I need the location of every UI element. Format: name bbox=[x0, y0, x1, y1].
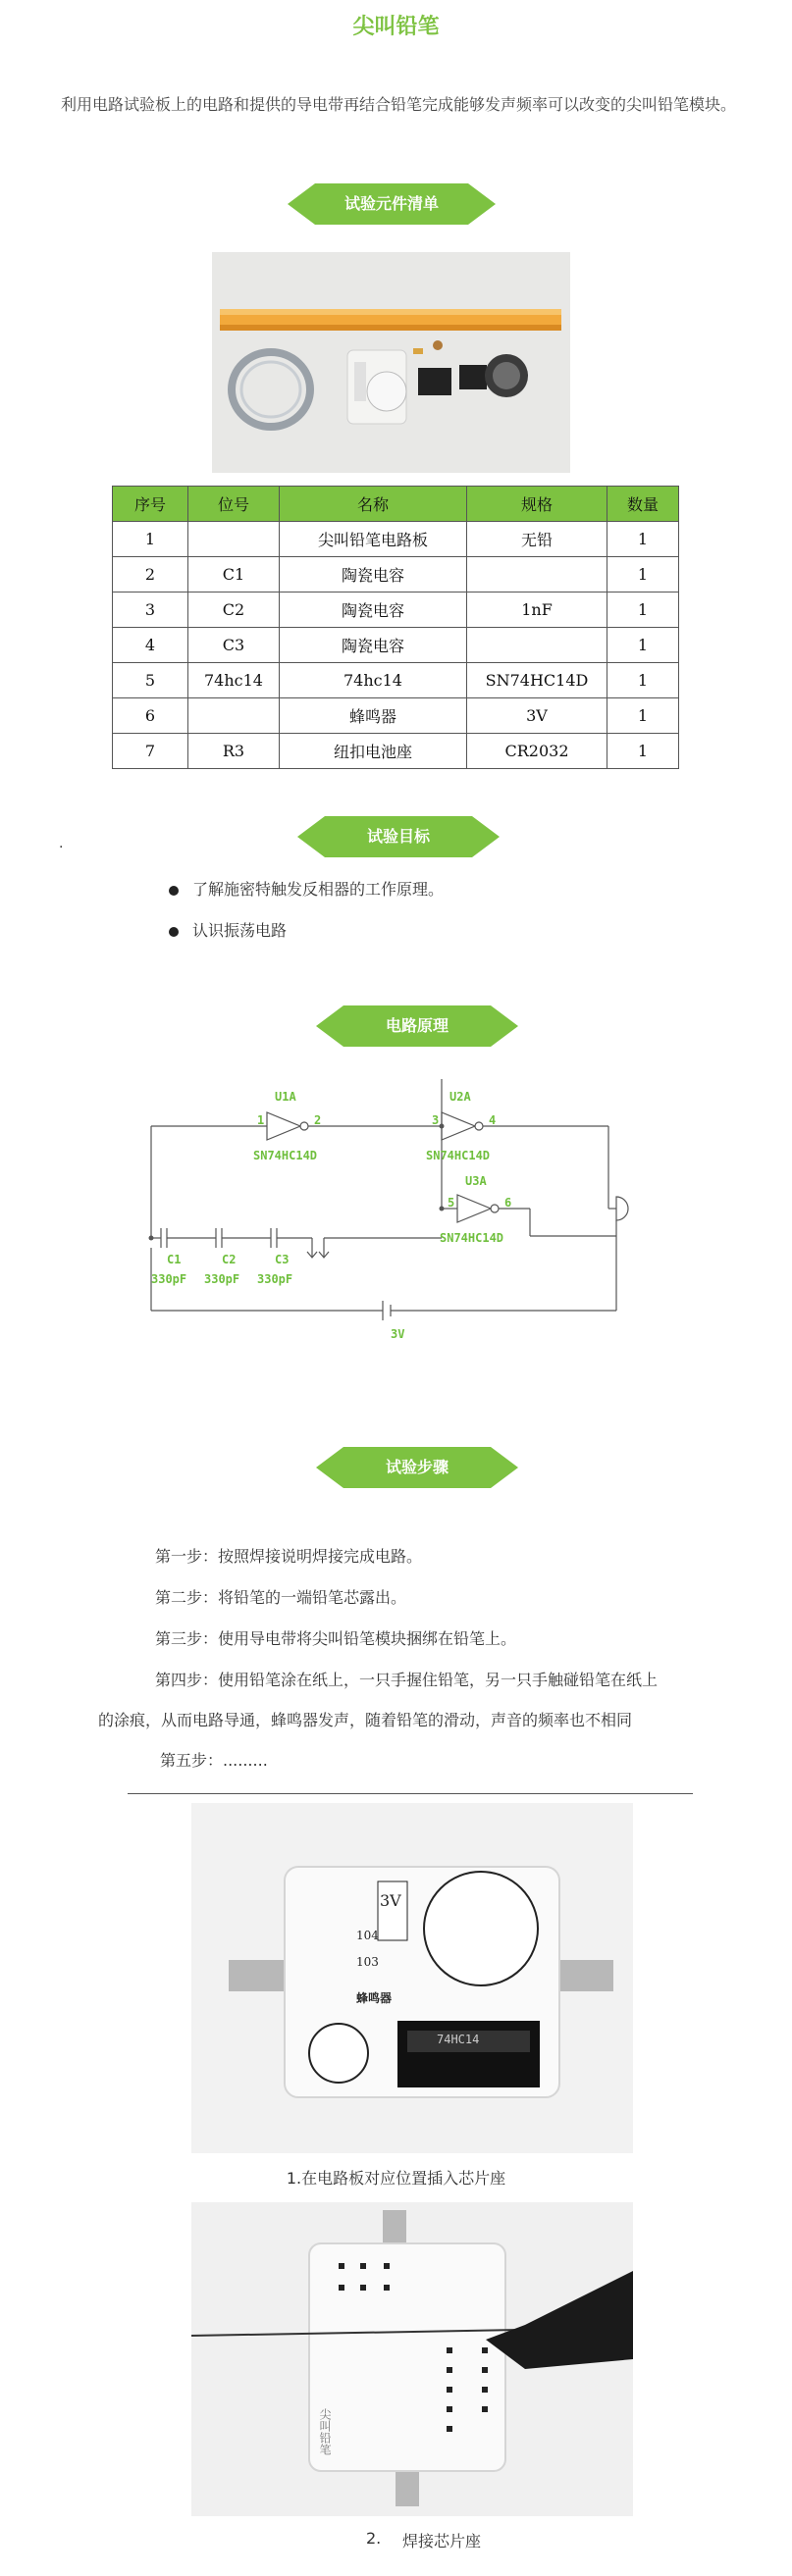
table-row bbox=[113, 557, 679, 592]
table-row bbox=[113, 734, 679, 769]
table-cell: 1 bbox=[607, 557, 679, 592]
label-u3a: U3A bbox=[465, 1174, 487, 1188]
table-cell: 1nF bbox=[467, 592, 607, 628]
table-row bbox=[113, 663, 679, 698]
label-103: 103 bbox=[356, 1955, 379, 1969]
stray-mark: . bbox=[59, 836, 64, 851]
photo-caption-2: 焊接芯片座 bbox=[402, 2532, 482, 2550]
step-item: 第三步：使用导电带将尖叫铅笔模块捆绑在铅笔上。 bbox=[155, 1629, 517, 1648]
label-buzzer: 蜂鸣器 bbox=[356, 1991, 393, 2005]
table-cell: R3 bbox=[188, 734, 280, 769]
board-photo-2 bbox=[191, 2202, 633, 2516]
bullet-icon bbox=[169, 886, 179, 896]
table-header: 名称 bbox=[280, 487, 467, 522]
table-cell: 尖叫铅笔电路板 bbox=[280, 522, 467, 557]
table-cell: 陶瓷电容 bbox=[280, 592, 467, 628]
label-pin5: 5 bbox=[448, 1196, 455, 1210]
table-header-row bbox=[113, 487, 679, 522]
table-row bbox=[113, 522, 679, 557]
label-chip-u2: SN74HC14D bbox=[426, 1149, 491, 1162]
table-cell: 74hc14 bbox=[188, 663, 280, 698]
intro-text: 利用电路试验板上的电路和提供的导电带再结合铅笔完成能够发声频率可以改变的尖叫铅笔模块。 bbox=[61, 95, 737, 114]
table-cell: 陶瓷电容 bbox=[280, 557, 467, 592]
parts-photo bbox=[212, 252, 570, 473]
table-cell: 7 bbox=[113, 734, 188, 769]
table-cell: 无铅 bbox=[467, 522, 607, 557]
goal-item bbox=[169, 877, 444, 900]
goal-item bbox=[169, 918, 287, 941]
table-header: 数量 bbox=[607, 487, 679, 522]
label-c2: C2 bbox=[222, 1253, 237, 1266]
photo-caption-1: 1.在电路板对应位置插入芯片座 bbox=[286, 2169, 506, 2188]
board-photo-1 bbox=[191, 1803, 633, 2153]
table-cell: 5 bbox=[113, 663, 188, 698]
label-104: 104 bbox=[356, 1929, 379, 1942]
table-cell: 蜂鸣器 bbox=[280, 698, 467, 734]
table-cell: 3 bbox=[113, 592, 188, 628]
table-cell: CR2032 bbox=[467, 734, 607, 769]
circuit-diagram bbox=[128, 1079, 658, 1383]
label-c1: C1 bbox=[167, 1253, 182, 1266]
table-cell: 6 bbox=[113, 698, 188, 734]
table-cell bbox=[467, 628, 607, 663]
table-cell: 3V bbox=[467, 698, 607, 734]
table-cell: 4 bbox=[113, 628, 188, 663]
label-chip-u1: SN74HC14D bbox=[253, 1149, 318, 1162]
label-board-name: 尖叫铅笔 bbox=[318, 2408, 332, 2455]
photo-caption-2-number: 2. bbox=[366, 2529, 382, 2548]
step-item: 第一步：按照焊接说明焊接完成电路。 bbox=[155, 1547, 423, 1566]
label-chip-u3: SN74HC14D bbox=[440, 1231, 504, 1245]
table-cell bbox=[188, 698, 280, 734]
table-cell: 1 bbox=[113, 522, 188, 557]
table-cell bbox=[188, 522, 280, 557]
table-cell: 1 bbox=[607, 592, 679, 628]
label-c2-value: 330pF bbox=[204, 1272, 240, 1286]
label-pin6: 6 bbox=[504, 1196, 512, 1210]
page-title: 尖叫铅笔 bbox=[352, 15, 440, 39]
table-cell: 1 bbox=[607, 522, 679, 557]
table-cell: 1 bbox=[607, 698, 679, 734]
label-chip: 74HC14 bbox=[437, 2033, 480, 2046]
label-c3: C3 bbox=[275, 1253, 290, 1266]
table-cell: 1 bbox=[607, 628, 679, 663]
section-banner-goals bbox=[297, 816, 500, 857]
step-item: 第四步：使用铅笔涂在纸上，一只手握住铅笔，另一只手触碰铅笔在纸上 bbox=[155, 1671, 659, 1689]
table-cell: SN74HC14D bbox=[467, 663, 607, 698]
parts-table bbox=[112, 486, 679, 769]
table-cell: 2 bbox=[113, 557, 188, 592]
label-pin3: 3 bbox=[432, 1113, 440, 1127]
table-cell: C3 bbox=[188, 628, 280, 663]
section-title-goals: 试验目标 bbox=[366, 827, 430, 846]
label-pin4: 4 bbox=[489, 1113, 497, 1127]
table-row bbox=[113, 592, 679, 628]
step-item: 第五步：......... bbox=[160, 1751, 268, 1770]
section-title-parts: 试验元件清单 bbox=[343, 194, 439, 213]
step-item: 的涂痕，从而电路导通，蜂鸣器发声，随着铅笔的滑动，声音的频率也不相同 bbox=[98, 1711, 633, 1729]
bullet-icon bbox=[169, 927, 179, 937]
section-title-principle: 电路原理 bbox=[385, 1016, 449, 1035]
table-row bbox=[113, 698, 679, 734]
table-row bbox=[113, 628, 679, 663]
section-banner-principle bbox=[316, 1005, 518, 1047]
table-cell: C2 bbox=[188, 592, 280, 628]
section-banner-parts bbox=[288, 183, 496, 225]
divider bbox=[128, 1793, 693, 1794]
table-cell: 陶瓷电容 bbox=[280, 628, 467, 663]
section-banner-steps bbox=[316, 1447, 518, 1488]
label-c3-value: 330pF bbox=[257, 1272, 293, 1286]
table-cell: 1 bbox=[607, 734, 679, 769]
label-u2a: U2A bbox=[449, 1090, 471, 1104]
table-cell: 74hc14 bbox=[280, 663, 467, 698]
label-u1a: U1A bbox=[275, 1090, 296, 1104]
label-c1-value: 330pF bbox=[151, 1272, 187, 1286]
table-cell: 1 bbox=[607, 663, 679, 698]
label-3v: 3V bbox=[380, 1891, 401, 1910]
goal-text: 了解施密特触发反相器的工作原理。 bbox=[192, 880, 445, 899]
label-pin2: 2 bbox=[314, 1113, 322, 1127]
label-pin1: 1 bbox=[257, 1113, 265, 1127]
table-header: 序号 bbox=[113, 487, 188, 522]
step-item: 第二步：将铅笔的一端铅笔芯露出。 bbox=[155, 1588, 407, 1607]
table-header: 位号 bbox=[188, 487, 280, 522]
section-title-steps: 试验步骤 bbox=[385, 1458, 449, 1476]
table-header: 规格 bbox=[467, 487, 607, 522]
table-cell: 纽扣电池座 bbox=[280, 734, 467, 769]
goal-text: 认识振荡电路 bbox=[192, 921, 288, 940]
table-cell: C1 bbox=[188, 557, 280, 592]
table-cell bbox=[467, 557, 607, 592]
label-battery: 3V bbox=[391, 1327, 405, 1341]
